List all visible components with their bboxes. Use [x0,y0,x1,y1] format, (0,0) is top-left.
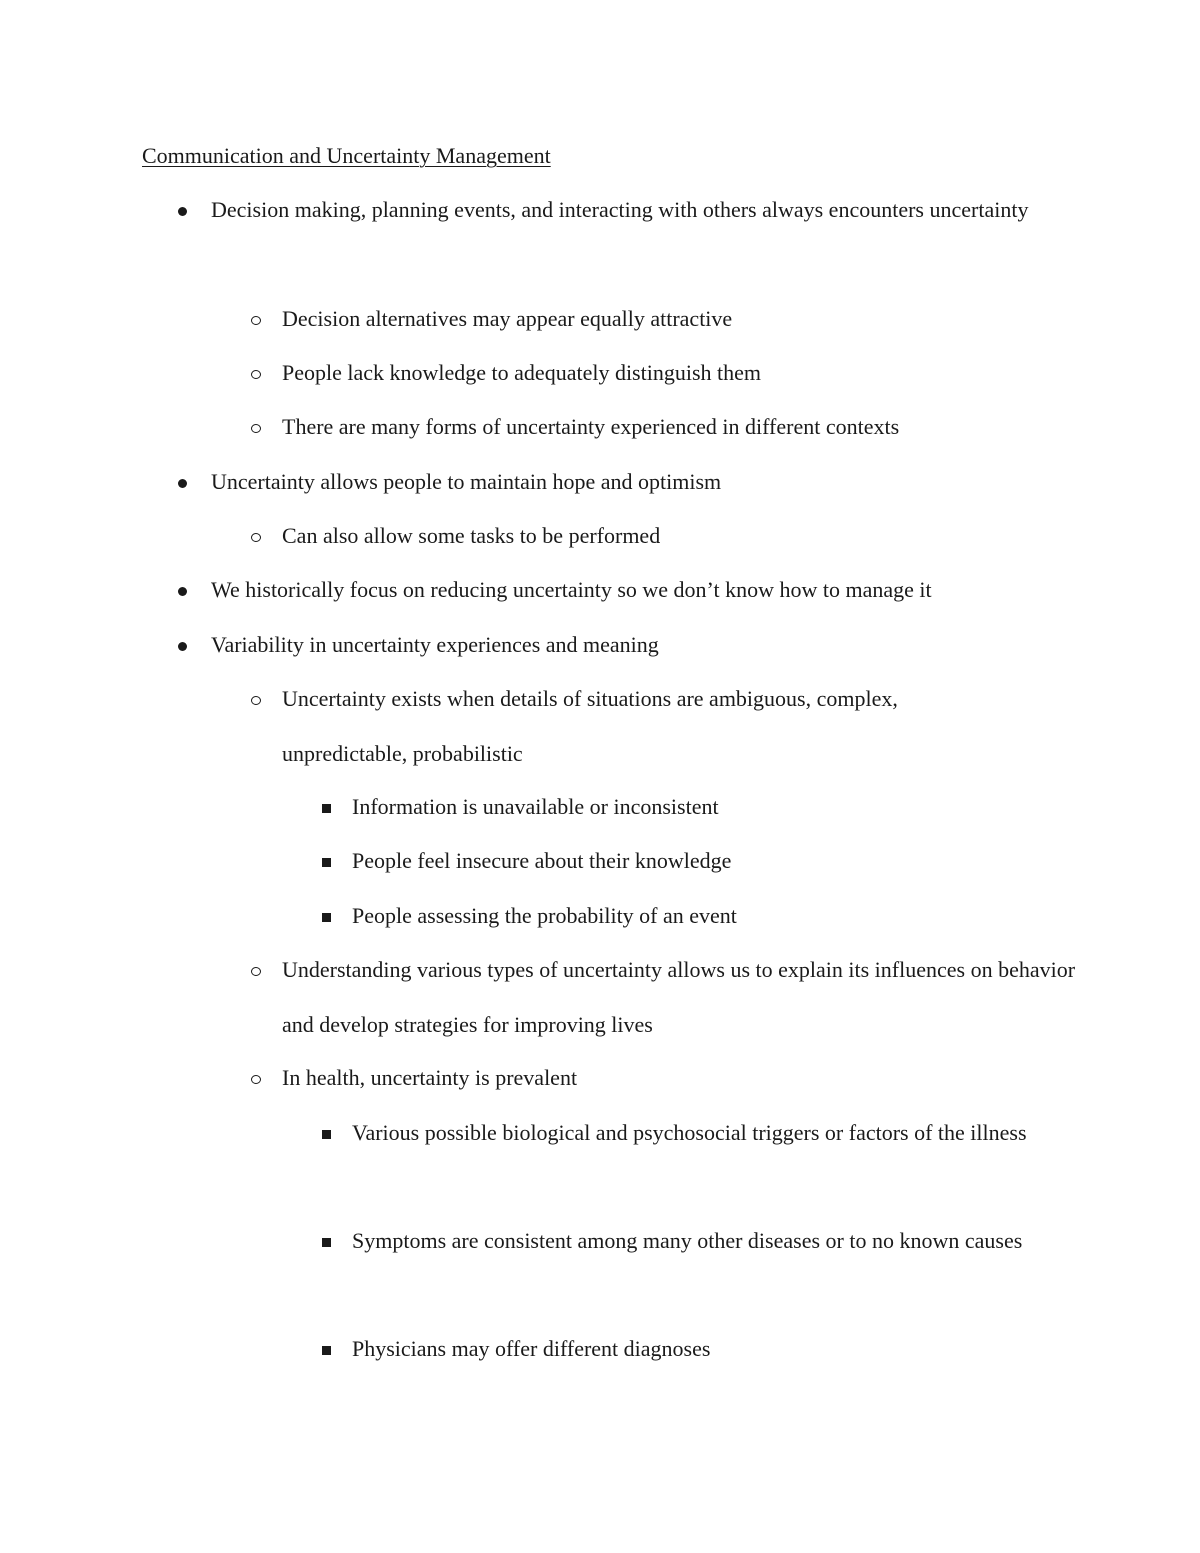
list-item [212,943,1082,1052]
square-bullet-icon [316,889,336,944]
list-item [282,1214,1032,1269]
hollow-circle-bullet-icon [246,346,266,401]
filled-circle-bullet-icon [172,563,192,618]
list-item-text: Symptoms are consistent among many other diseases or to no known causes [352,1228,1023,1253]
list-item-text: Various possible biological and psychosocial triggers or factors of the illness [352,1120,1027,1145]
list-item [282,1106,1032,1161]
hollow-circle-bullet-icon [246,292,266,347]
list-item [212,346,1062,401]
hollow-circle-bullet-icon [246,672,266,727]
square-bullet-icon [316,834,336,889]
list-item [282,780,1072,835]
list-item-text: Uncertainty exists when details of situations are ambiguous, complex, unpredictable, probabilistic [282,686,898,766]
filled-circle-bullet-icon [172,618,192,673]
list-item [282,834,1072,889]
list-item-text: Information is unavailable or inconsistent [352,794,719,819]
list-item-text: In health, uncertainty is prevalent [282,1065,578,1090]
list-item-text: There are many forms of uncertainty experienced in different contexts [282,414,900,439]
list-item-text: Can also allow some tasks to be performed [282,523,661,548]
list-item [212,292,1062,347]
list-item [212,672,912,781]
list-item-text: Decision alternatives may appear equally attractive [282,306,733,331]
list-item [142,183,1042,238]
page-title: Communication and Uncertainty Management [142,143,551,168]
hollow-circle-bullet-icon [246,943,266,998]
list-item-text: Decision making, planning events, and interacting with others always encounters uncertainty [211,197,1029,222]
square-bullet-icon [316,1322,336,1377]
list-item-text: People assessing the probability of an event [352,903,737,928]
list-item [212,400,1062,455]
square-bullet-icon [316,1106,336,1161]
list-item [142,455,1042,510]
list-item-text: Understanding various types of uncertainty allows us to explain its influences on behavior and develop strategies for improving lives [282,957,1076,1037]
hollow-circle-bullet-icon [246,400,266,455]
square-bullet-icon [316,1214,336,1269]
list-item-text: Physicians may offer different diagnoses [352,1336,711,1361]
hollow-circle-bullet-icon [246,1051,266,1106]
list-item [142,618,1042,673]
hollow-circle-bullet-icon [246,509,266,564]
list-item [142,563,1042,618]
list-item-text: Variability in uncertainty experiences and meaning [211,632,659,657]
square-bullet-icon [316,780,336,835]
list-item-text: People feel insecure about their knowledge [352,848,732,873]
list-item-text: Uncertainty allows people to maintain hope and optimism [211,469,722,494]
list-item-text: We historically focus on reducing uncertainty so we don’t know how to manage it [211,577,932,602]
list-item [282,1322,1072,1377]
list-item [212,509,1062,564]
filled-circle-bullet-icon [172,455,192,510]
list-item [282,889,1072,944]
list-item [212,1051,1062,1106]
list-item-text: People lack knowledge to adequately distinguish them [282,360,762,385]
filled-circle-bullet-icon [172,183,192,238]
